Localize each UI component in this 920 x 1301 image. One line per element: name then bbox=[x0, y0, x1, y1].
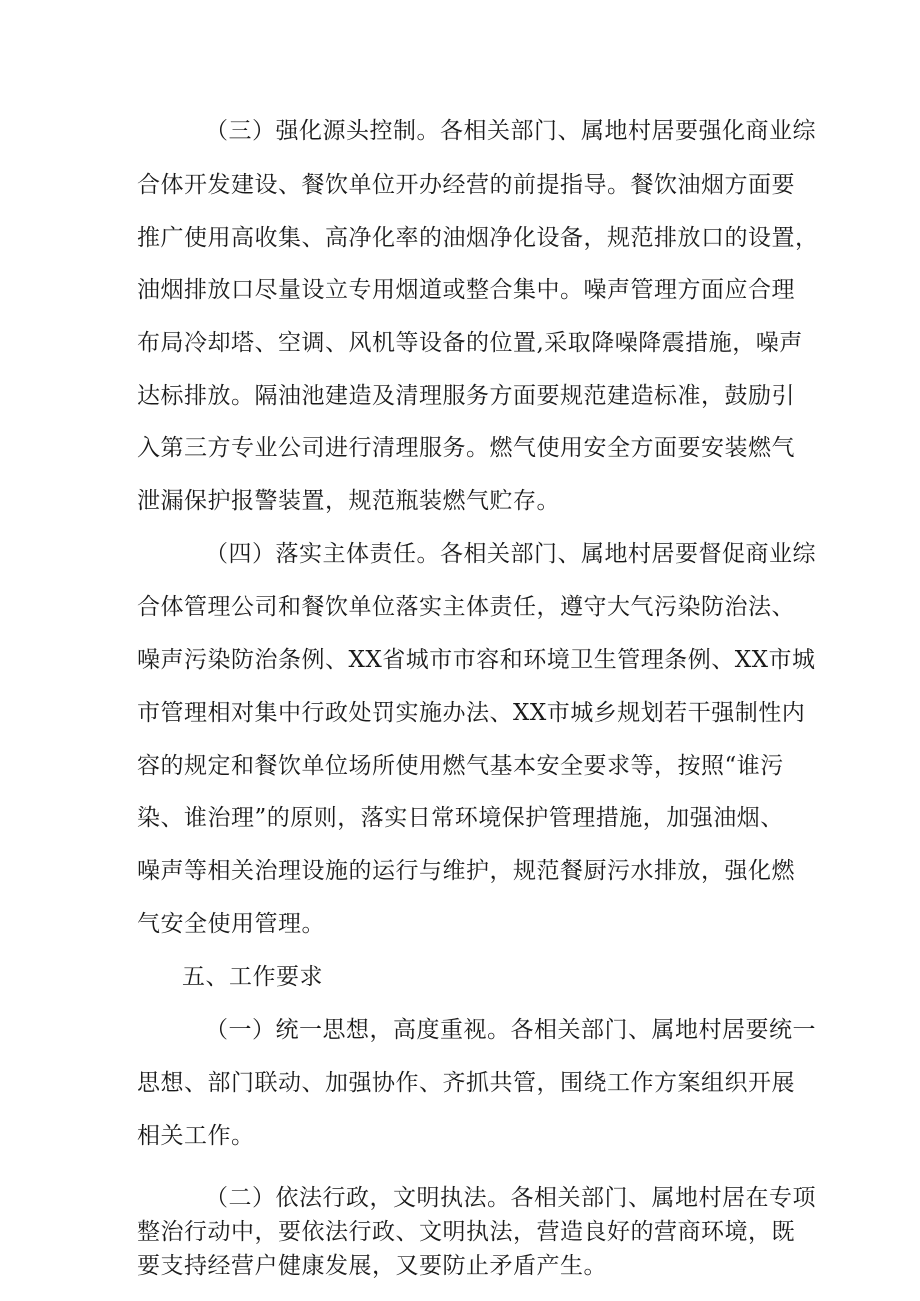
text-line: 泄漏保护报警装置，规范瓶装燃气贮存。 bbox=[137, 488, 560, 514]
text-line: 油烟排放口尽量设立专用烟道或整合集中。噪声管理方面应合理 bbox=[137, 277, 795, 303]
text-line: 噪声污染防治条例、XX省城市市容和环境卫生管理条例、XX市城 bbox=[137, 647, 816, 673]
text-line: 达标排放。隔油池建造及清理服务方面要规范建造标准，鼓励引 bbox=[137, 383, 795, 409]
text-line: 气安全使用管理。 bbox=[137, 911, 325, 937]
text-line: 思想、部门联动、加强协作、齐抓共管，围绕工作方案组织开展 bbox=[137, 1070, 795, 1096]
text-line: 入第三方专业公司进行清理服务。燃气使用安全方面要安装燃气 bbox=[137, 435, 795, 461]
text-line: 相关工作。 bbox=[137, 1123, 255, 1149]
text-line: （四）落实主体责任。各相关部门、属地村居要督促商业综 bbox=[205, 541, 816, 567]
text-line: 噪声等相关治理设施的运行与维护，规范餐厨污水排放，强化燃 bbox=[137, 858, 795, 884]
text-line: 推广使用高收集、高净化率的油烟净化设备，规范排放口的设置， bbox=[137, 225, 819, 251]
text-line: 染、谁治理”的原则，落实日常环境保护管理措施，加强油烟、 bbox=[137, 805, 784, 831]
text-line: （三）强化源头控制。各相关部门、属地村居要强化商业综 bbox=[205, 118, 816, 144]
section-heading: 五、工作要求 bbox=[182, 964, 323, 990]
text-line: 容的规定和餐饮单位场所使用燃气基本安全要求等，按照“谁污 bbox=[137, 753, 784, 779]
text-line: （二）依法行政，文明执法。各相关部门、属地村居在专项 bbox=[205, 1185, 816, 1211]
text-line: 市管理相对集中行政处罚实施办法、XX市城乡规划若干强制性内 bbox=[137, 700, 806, 726]
text-line: 整治行动中，要依法行政、文明执法，营造良好的营商环境，既 bbox=[137, 1219, 795, 1245]
text-line: 要支持经营户健康发展，又要防止矛盾产生。 bbox=[137, 1253, 607, 1279]
text-line: 布局冷却塔、空调、风机等设备的位置,采取降噪降震措施，噪声 bbox=[137, 330, 803, 356]
text-line: 合体管理公司和餐饮单位落实主体责任，遵守大气污染防治法、 bbox=[137, 594, 795, 620]
text-line: （一）统一思想，高度重视。各相关部门、属地村居要统一 bbox=[205, 1017, 816, 1043]
text-line: 合体开发建设、餐饮单位开办经营的前提指导。餐饮油烟方面要 bbox=[137, 172, 795, 198]
